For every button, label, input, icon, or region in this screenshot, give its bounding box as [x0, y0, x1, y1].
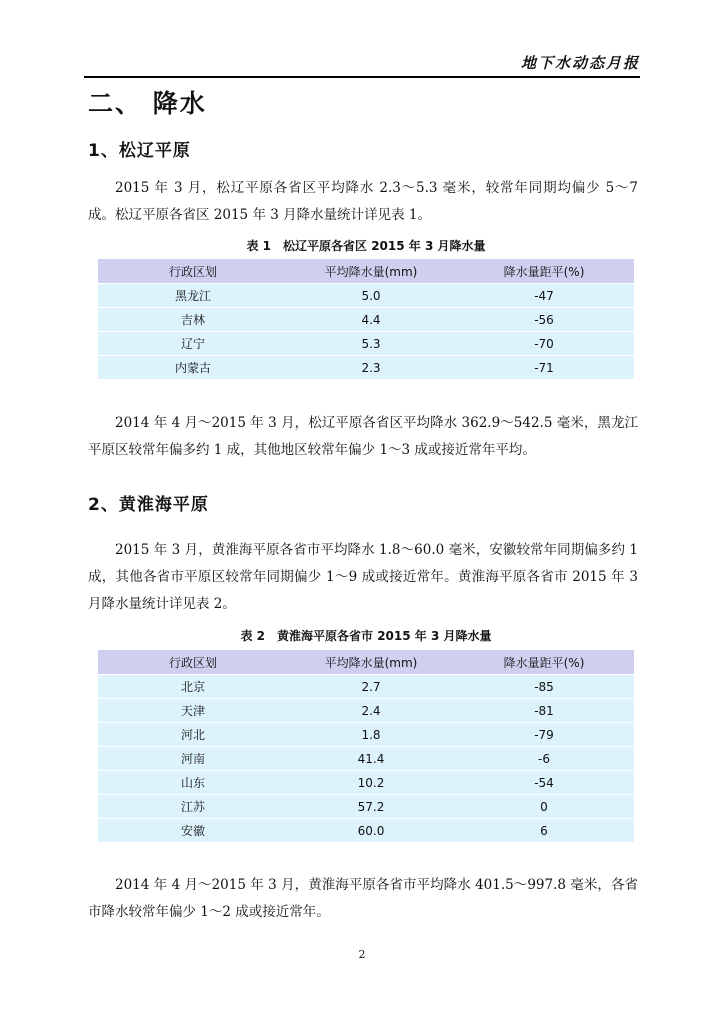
column-header-avg-precip: 平均降水量(mm) [288, 650, 454, 675]
cell-region: 黑龙江 [98, 284, 288, 308]
cell-anomaly: -79 [454, 723, 634, 747]
table1-caption: 表 1 松辽平原各省区 2015 年 3 月降水量 [246, 239, 486, 253]
table-row [98, 675, 634, 699]
table-row [98, 356, 634, 380]
column-header-anomaly: 降水量距平(%) [454, 259, 634, 284]
cell-anomaly: 6 [454, 819, 634, 843]
cell-avg-precip: 5.3 [288, 332, 454, 356]
cell-avg-precip: 10.2 [288, 771, 454, 795]
cell-avg-precip: 57.2 [288, 795, 454, 819]
paragraph-huanghuaihai-intro: 2015 年 3 月，黄淮海平原各省市平均降水 1.8～60.0 毫米，安徽较常年同期偏多约 1 成，其他各省市平原区较常年同期偏少 1～9 成或接近常年。黄淮海平原各省市 2015 年 3 月降水量统计详见表 2。 [88, 542, 638, 612]
cell-region: 天津 [98, 699, 288, 723]
cell-avg-precip: 2.4 [288, 699, 454, 723]
cell-avg-precip: 4.4 [288, 308, 454, 332]
paragraph-huanghuaihai-annual: 2014 年 4 月～2015 年 3 月，黄淮海平原各省市平均降水 401.5～997.8 毫米，各省市降水较常年偏少 1～2 成或接近常年。 [88, 877, 638, 920]
precip-table-huanghuaihai [98, 650, 634, 843]
cell-region: 江苏 [98, 795, 288, 819]
cell-anomaly: -56 [454, 308, 634, 332]
cell-region: 辽宁 [98, 332, 288, 356]
table-row [98, 699, 634, 723]
cell-avg-precip: 1.8 [288, 723, 454, 747]
table-row [98, 795, 634, 819]
table-row [98, 284, 634, 308]
paragraph-songliao-annual: 2014 年 4 月～2015 年 3 月，松辽平原各省区平均降水 362.9～542.5 毫米，黑龙江平原区较常年偏多约 1 成，其他地区较常年偏少 1～3 成或接近常年平均。 [88, 415, 638, 458]
cell-anomaly: -47 [454, 284, 634, 308]
cell-avg-precip: 60.0 [288, 819, 454, 843]
cell-avg-precip: 2.3 [288, 356, 454, 380]
cell-avg-precip: 5.0 [288, 284, 454, 308]
table-row [98, 819, 634, 843]
cell-region: 吉林 [98, 308, 288, 332]
cell-region: 河北 [98, 723, 288, 747]
cell-anomaly: -6 [454, 747, 634, 771]
header-divider [84, 76, 640, 78]
cell-region: 内蒙古 [98, 356, 288, 380]
subsection-title-huanghuaihai: 2、黄淮海平原 [88, 495, 209, 515]
column-header-avg-precip: 平均降水量(mm) [288, 259, 454, 284]
cell-anomaly: -54 [454, 771, 634, 795]
table-header-row [98, 259, 634, 284]
column-header-region: 行政区划 [98, 650, 288, 675]
precip-table-songliao [98, 259, 634, 380]
column-header-anomaly: 降水量距平(%) [454, 650, 634, 675]
cell-anomaly: -85 [454, 675, 634, 699]
report-header-title: 地下水动态月报 [520, 54, 640, 72]
cell-anomaly: -70 [454, 332, 634, 356]
table-row [98, 332, 634, 356]
table-header-row [98, 650, 634, 675]
cell-anomaly: 0 [454, 795, 634, 819]
cell-region: 安徽 [98, 819, 288, 843]
paragraph-songliao-intro: 2015 年 3 月，松辽平原各省区平均降水 2.3～5.3 毫米，较常年同期均偏少 5～7 成。松辽平原各省区 2015 年 3 月降水量统计详见表 1。 [88, 180, 638, 223]
table-row [98, 308, 634, 332]
page-number: 2 [358, 948, 366, 961]
table2-caption: 表 2 黄淮海平原各省市 2015 年 3 月降水量 [240, 629, 492, 643]
section-title: 二、 降水 [88, 89, 207, 118]
cell-region: 河南 [98, 747, 288, 771]
cell-region: 山东 [98, 771, 288, 795]
subsection-title-songliao: 1、松辽平原 [88, 141, 191, 161]
cell-avg-precip: 2.7 [288, 675, 454, 699]
cell-avg-precip: 41.4 [288, 747, 454, 771]
table-row [98, 747, 634, 771]
table-row [98, 723, 634, 747]
cell-region: 北京 [98, 675, 288, 699]
table-row [98, 771, 634, 795]
column-header-region: 行政区划 [98, 259, 288, 284]
cell-anomaly: -81 [454, 699, 634, 723]
cell-anomaly: -71 [454, 356, 634, 380]
